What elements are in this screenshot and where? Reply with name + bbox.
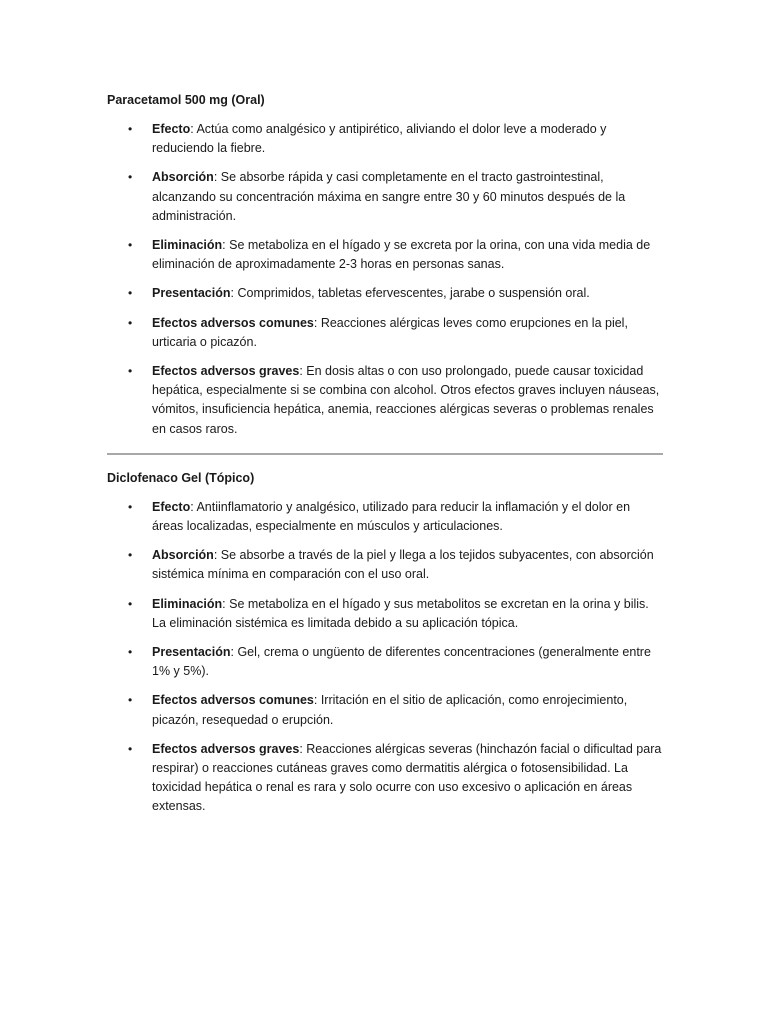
section-title: Paracetamol 500 mg (Oral) xyxy=(107,93,265,107)
item-term: Eliminación xyxy=(152,596,223,611)
bullet-icon: • xyxy=(128,693,133,708)
item-text: : En dosis altas o con uso prolongado, puede causar toxicidad hepática, especialmente si se combina con alcohol. Otros efectos graves incluyen náuseas, vómitos, insuficiencia hepática, anemia, reacciones alérgicas severas o problemas renales en casos raros. xyxy=(152,364,660,436)
item-text: : Se absorbe rápida y casi completamente en el tracto gastrointestinal, alcanzando su concentración máxima en sangre entre 30 y 60 minutos después de la administración. xyxy=(152,170,626,223)
item-text: : Se absorbe a través de la piel y llega a los tejidos subyacentes, con absorción sistémica mínima en comparación con el uso oral. xyxy=(152,548,654,582)
bullet-icon: • xyxy=(128,499,133,514)
list-item xyxy=(107,691,663,729)
item-text: : Reacciones alérgicas severas (hinchazón facial o dificultad para respirar) o reacciones cutáneas graves como dermatitis alérgica o fotosensibilidad. La toxicidad hepática o renal es rara y solo ocurre con uso excesivo o aplicación en áreas extensas. xyxy=(152,741,662,814)
list-item xyxy=(107,284,663,303)
list-item xyxy=(107,168,663,226)
list-item xyxy=(107,120,663,158)
list-item xyxy=(107,643,663,681)
bullet-icon: • xyxy=(128,364,133,379)
item-term: Efectos adversos comunes xyxy=(152,315,314,330)
item-term: Eliminación xyxy=(152,238,223,253)
bullet-icon: • xyxy=(128,645,133,660)
bullet-icon: • xyxy=(128,741,133,756)
item-text: : Antiinflamatorio y analgésico, utilizado para reducir la inflamación y el dolor en áreas localizadas, especialmente en músculos y articulaciones. xyxy=(152,499,631,534)
item-term: Presentación xyxy=(152,286,231,301)
list-item xyxy=(107,314,663,352)
list-item xyxy=(107,595,663,633)
item-text: : Irritación en el sitio de aplicación, como enrojecimiento, picazón, resequedad o erupción. xyxy=(152,693,628,727)
list-item xyxy=(107,362,663,439)
item-text: : Se metaboliza en el hígado y sus metabolitos se excretan en la orina y bilis. La eliminación sistémica es limitada debido a su aplicación tópica. xyxy=(152,596,649,630)
bullet-icon: • xyxy=(128,548,133,563)
document-page xyxy=(107,92,663,827)
item-text: : Reacciones alérgicas leves como erupciones en la piel, urticaria o picazón. xyxy=(152,315,628,349)
list-item xyxy=(107,740,663,817)
item-text: : Actúa como analgésico y antipirético, aliviando el dolor leve a moderado y reduciendo la fiebre. xyxy=(152,122,607,156)
item-term: Efecto xyxy=(152,122,191,136)
item-text: : Comprimidos, tabletas efervescentes, jarabe o suspensión oral. xyxy=(230,286,590,301)
item-term: Efecto xyxy=(152,499,191,514)
section-diclofenaco xyxy=(107,470,663,817)
bullet-icon: • xyxy=(128,238,133,253)
item-term: Efectos adversos graves xyxy=(152,741,300,756)
item-term: Absorción xyxy=(152,548,214,563)
item-term: Absorción xyxy=(152,170,214,185)
item-term: Presentación xyxy=(152,645,231,660)
property-list xyxy=(107,120,663,439)
item-text: : Gel, crema o ungüento de diferentes concentraciones (generalmente entre 1% y 5%). xyxy=(152,645,651,679)
item-text: : Se metaboliza en el hígado y se excreta por la orina, con una vida media de eliminación de aproximadamente 2-3 horas en personas sanas. xyxy=(152,238,651,272)
section-paracetamol xyxy=(107,92,663,439)
bullet-icon: • xyxy=(128,122,133,136)
section-divider xyxy=(107,453,663,455)
bullet-icon: • xyxy=(128,170,133,185)
property-list xyxy=(107,498,663,817)
bullet-icon: • xyxy=(128,596,133,611)
bullet-icon: • xyxy=(128,286,133,301)
list-item xyxy=(107,498,663,536)
bullet-icon: • xyxy=(128,315,133,330)
item-term: Efectos adversos graves xyxy=(152,364,300,379)
list-item xyxy=(107,546,663,584)
item-term: Efectos adversos comunes xyxy=(152,693,314,708)
list-item xyxy=(107,236,663,274)
section-title: Diclofenaco Gel (Tópico) xyxy=(107,470,255,485)
